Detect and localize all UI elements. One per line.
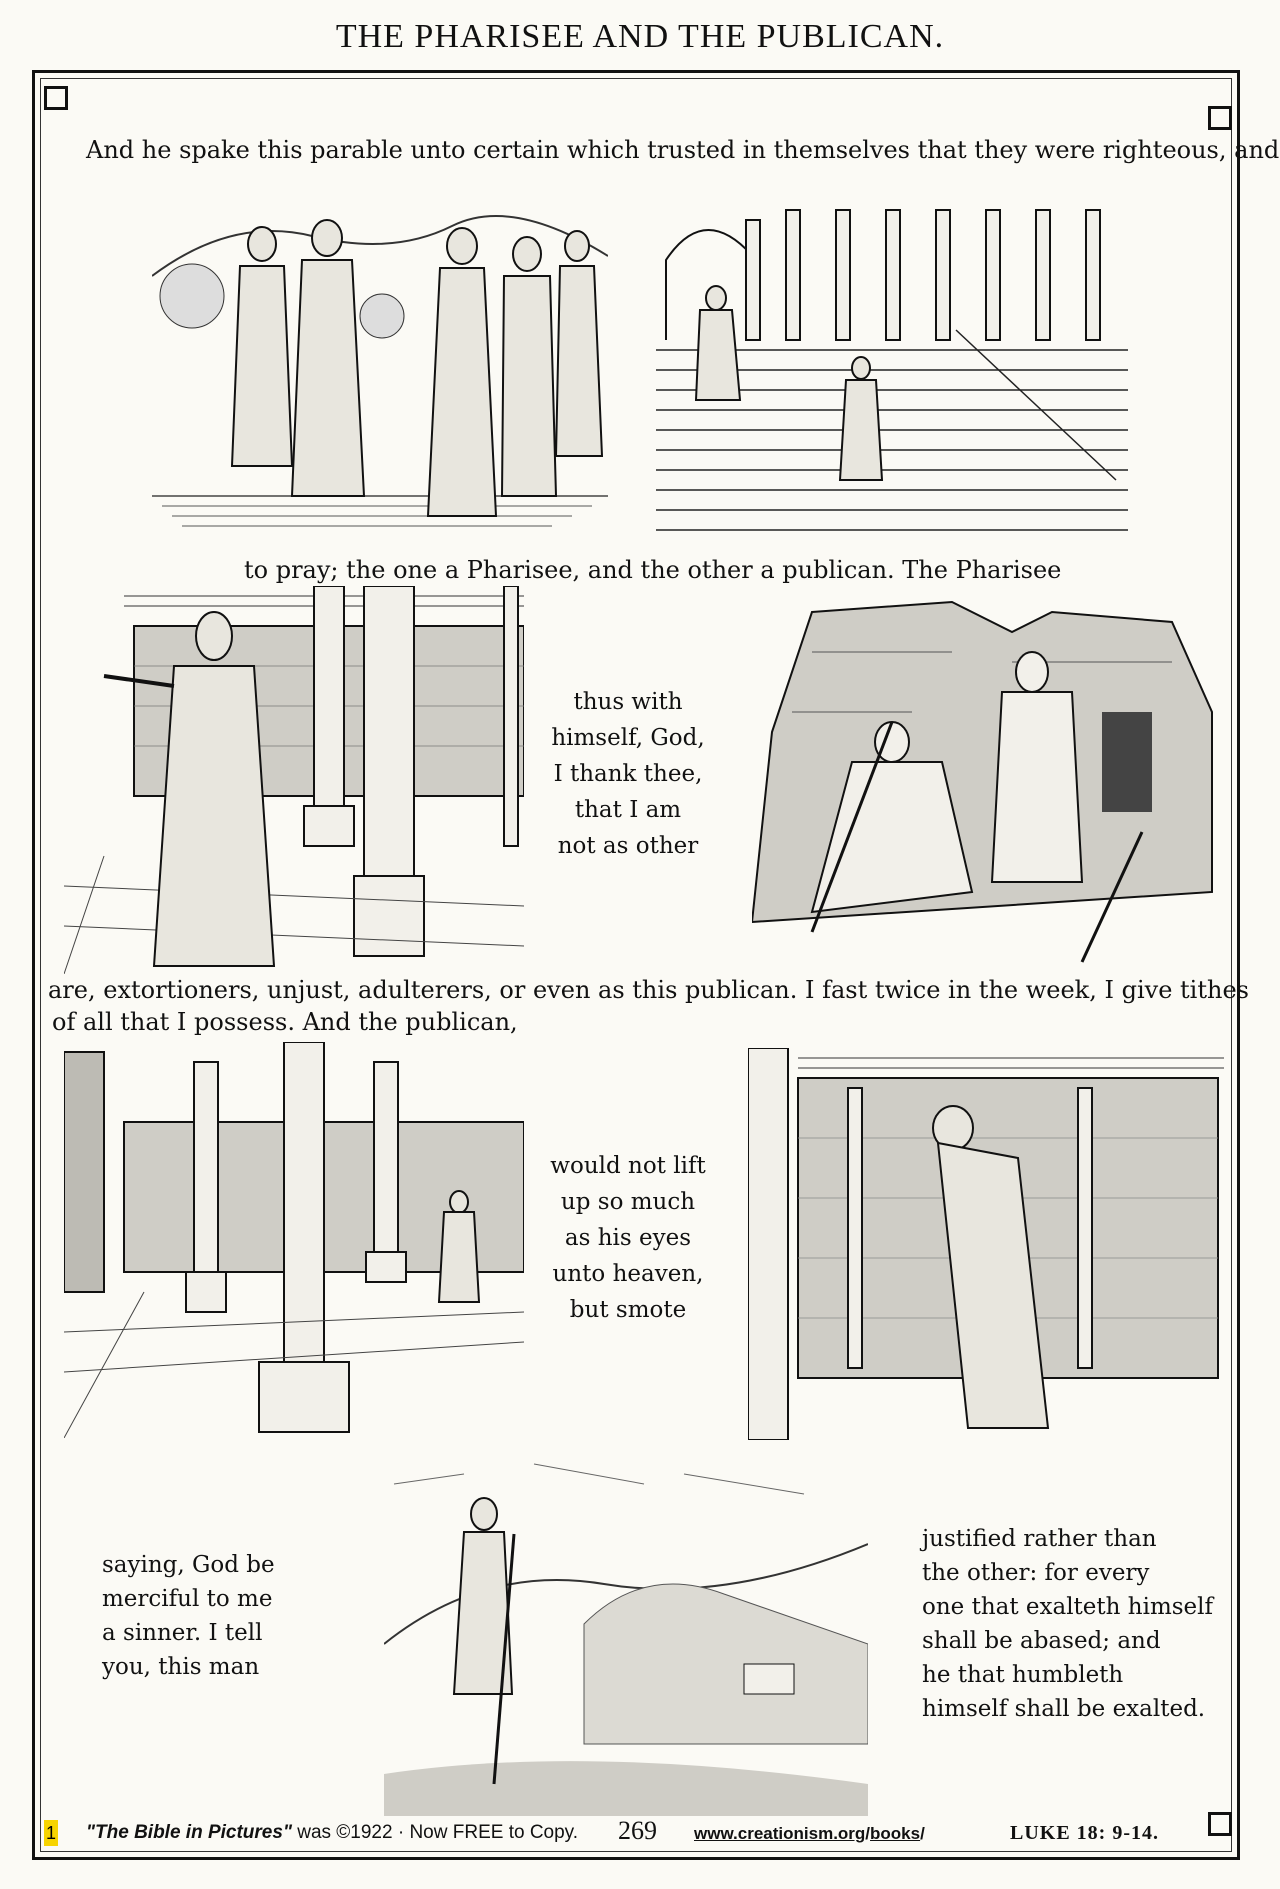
verse-text-line: you, this man [102,1654,260,1680]
verse-text-line: but smote [569,1297,687,1323]
verse-text-line: as his eyes [564,1225,692,1251]
man-walking-home-illustration [384,1444,868,1816]
temple-steps-illustration [656,200,1128,536]
verse-text-line: the other: for every [922,1560,1150,1586]
verse-line-1: And he spake this parable unto certain which trusted in themselves that they were righteous, and [86,136,1280,164]
verse-text-line: justified rather than [922,1526,1157,1552]
books-link[interactable]: books [870,1824,921,1843]
scripture-reference: LUKE 18: 9-14. [1010,1822,1159,1844]
footer-url[interactable]: www.creationism.org/books/ [694,1824,925,1843]
verse-line-4: of all that I possess. And the publican, [52,1008,518,1036]
book-title: "The Bible in Pictures" [86,1822,292,1843]
site-link[interactable]: www.creationism.org [694,1824,866,1843]
pharisee-praying-illustration [64,586,524,974]
verse-text-line: shall be abased; and [922,1628,1161,1654]
corner-ornament [44,86,68,110]
verse-text-line: that I am [574,797,682,823]
verse-text-line: I thank thee, [553,761,703,787]
verse-text-line: thus with [573,689,683,715]
men-resting-by-ruins-illustration [752,592,1222,968]
verse-text-line: himself, God, [551,725,705,751]
corner-ornament [1208,106,1232,130]
page-number: 269 [618,1816,657,1845]
verse-text-line: one that exalteth himself [922,1594,1214,1620]
verse-line-2: to pray; the one a Pharisee, and the other a publican. The Pharisee [244,556,1062,584]
verse-text-line: saying, God be [102,1552,275,1578]
page-title: THE PHARISEE AND THE PUBLICAN. [335,18,945,55]
verse-text-line: he that humbleth [922,1662,1124,1688]
footer-credit [86,1822,578,1844]
men-on-hillside-illustration [152,196,608,536]
verse-text-line: not as other [557,833,699,859]
verse-text-line: unto heaven, [552,1261,704,1287]
verse-text-line: himself shall be exalted. [922,1696,1206,1722]
verse-column-1 [540,684,716,864]
verse-text-line: would not lift [550,1153,706,1179]
verse-column-2 [540,1148,716,1328]
page-marker: 1 [44,1820,58,1846]
corner-ornament [1208,1812,1232,1836]
publican-far-off-illustration [64,1042,524,1438]
verse-text-line: up so much [560,1189,696,1215]
verse-text-line: a sinner. I tell [102,1620,263,1646]
copyright-text: was ©1922 · Now FREE to Copy. [291,1822,579,1843]
verse-column-4 [922,1522,1213,1726]
publican-bowing-illustration [748,1048,1224,1440]
verse-column-3 [102,1548,275,1684]
verse-text-line: merciful to me [102,1586,273,1612]
verse-line-3: are, extortioners, unjust, adulterers, or even as this publican. I fast twice in the week, I give tithes [48,976,1249,1004]
